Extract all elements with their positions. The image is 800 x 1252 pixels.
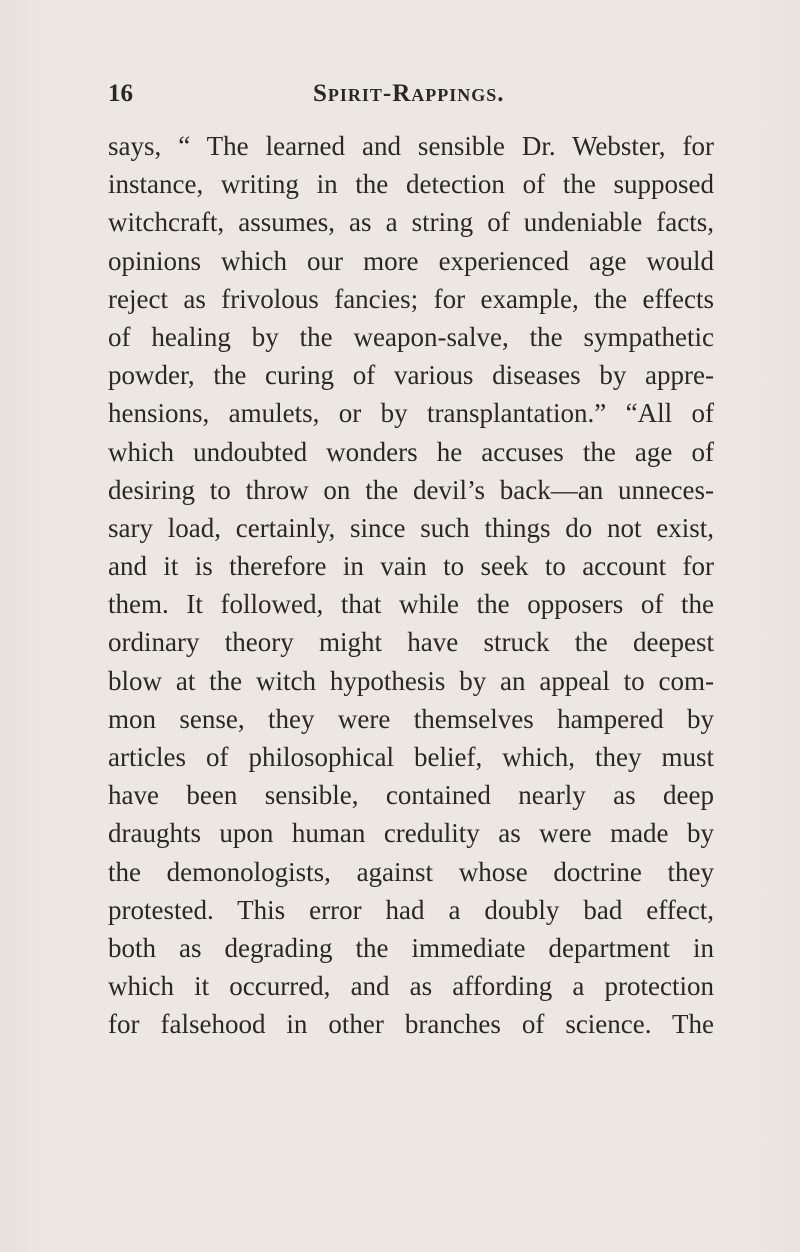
running-title: Spirit-Rappings. [313, 80, 505, 107]
text-line: of healing by the weapon-salve, the sympathetic [108, 321, 714, 352]
running-head [108, 80, 714, 114]
text-line: hensions, amulets, or by transplantation.” “All of [108, 398, 714, 429]
text-line: for falsehood in other branches of science. The [108, 1009, 714, 1040]
text-line: instance, writing in the detection of the supposed [108, 169, 714, 200]
text-line: powder, the curing of various diseases by appre- [108, 360, 714, 391]
text-line: which undoubted wonders he accuses the age of [108, 436, 714, 467]
text-line: sary load, certainly, since such things do not exist, [108, 512, 714, 543]
text-line: ordinary theory might have struck the deepest [108, 627, 714, 658]
text-line: them. It followed, that while the opposers of the [108, 589, 714, 620]
text-line: witchcraft, assumes, as a string of undeniable facts, [108, 207, 714, 238]
text-line: and it is therefore in vain to seek to account for [108, 551, 714, 582]
text-line: reject as frivolous fancies; for example, the effects [108, 283, 714, 314]
text-line: says, “ The learned and sensible Dr. Webster, for [108, 131, 714, 161]
text-line: draughts upon human credulity as were made by [108, 818, 714, 849]
text-line: which it occurred, and as affording a protection [108, 971, 714, 1002]
text-line: both as degrading the immediate department in [108, 932, 714, 963]
text-line: blow at the witch hypothesis by an appeal to com- [108, 665, 714, 696]
page-number: 16 [108, 80, 133, 107]
text-line: protested. This error had a doubly bad effect, [108, 894, 714, 925]
text-line: articles of philosophical belief, which, they must [108, 742, 714, 772]
body-text [108, 127, 714, 1044]
text-line: have been sensible, contained nearly as deep [108, 780, 714, 811]
text-line: mon sense, they were themselves hampered by [108, 703, 714, 734]
text-line: desiring to throw on the devil’s back—an unneces- [108, 474, 714, 505]
text-line: opinions which our more experienced age would [108, 245, 714, 276]
text-line: the demonologists, against whose doctrine they [108, 856, 714, 887]
